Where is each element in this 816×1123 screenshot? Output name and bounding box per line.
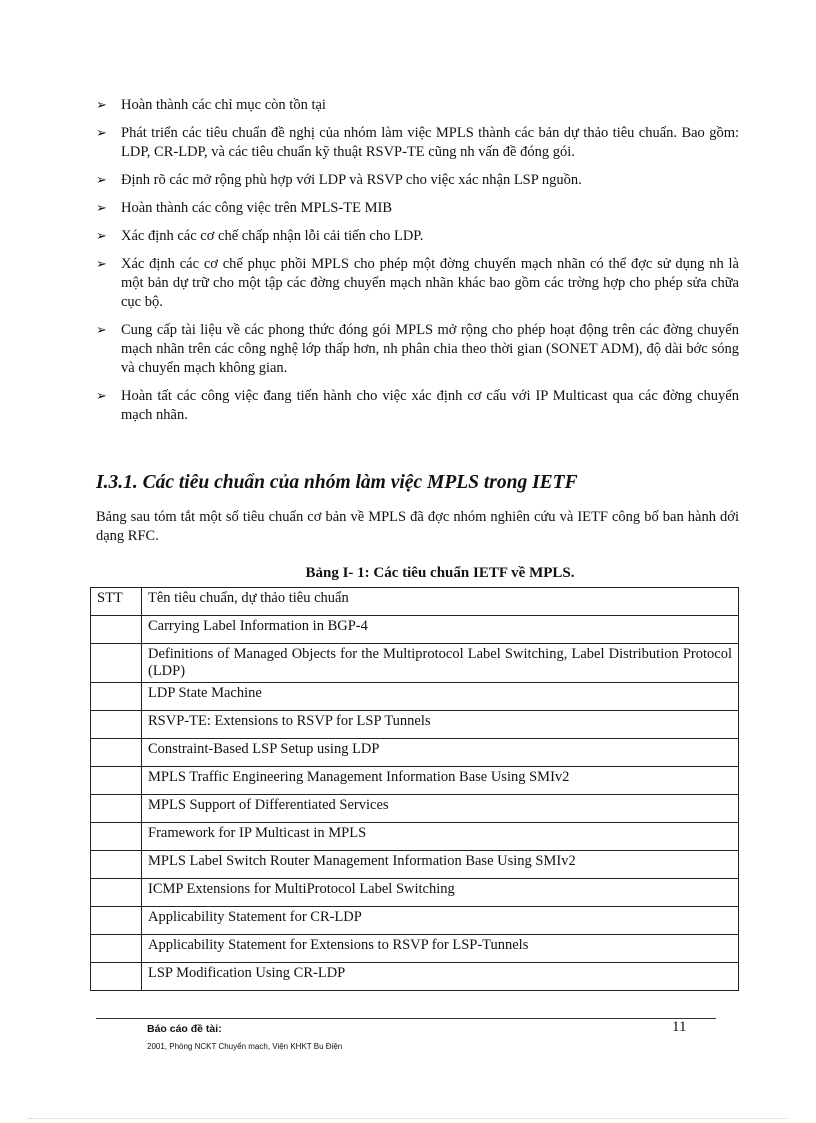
bullet-item [96,171,739,190]
table-row [91,963,739,991]
objectives-bullet-list [96,96,739,434]
bullet-text: Cung cấp tài liệu về các phong thức đóng gói MPLS mở rộng cho phép hoạt động trên các đờng chuyển mạch nhãn trên các công nghệ lớp thấp hơn, nh phân chia theo thời gian (SONET ADM), độ dài bớc sóng và chuyển mạch không gian. [121,322,739,376]
arrow-bullet-icon: ➢ [96,389,107,404]
page-bottom-border [28,1118,788,1119]
row-stt-cell [91,823,142,851]
section-intro-paragraph: Bảng sau tóm tắt một số tiêu chuẩn cơ bản về MPLS đã đợc nhóm nghiên cứu và IETF công bố ban hành dới dạng RFC. [96,509,739,544]
row-name-cell: RSVP-TE: Extensions to RSVP for LSP Tunnels [142,711,739,739]
page-number: 11 [672,1019,687,1035]
row-name-cell: ICMP Extensions for MultiProtocol Label Switching [142,879,739,907]
row-stt-cell [91,795,142,823]
row-name-cell: LDP State Machine [142,683,739,711]
row-name-cell: Applicability Statement for Extensions to RSVP for LSP-Tunnels [142,935,739,963]
bullet-text: Hoàn thành các công việc trên MPLS-TE MIB [121,200,392,216]
row-stt-cell [91,851,142,879]
row-name-cell: Definitions of Managed Objects for the Multiprotocol Label Switching, Label Distribution Protocol (LDP) [142,644,739,683]
arrow-bullet-icon: ➢ [96,98,107,113]
row-stt-cell [91,739,142,767]
bullet-text: Hoàn thành các chỉ mục còn tồn tại [121,97,326,113]
table-row [91,907,739,935]
row-stt-cell [91,711,142,739]
standards-table [90,587,739,991]
table-row [91,879,739,907]
table-row [91,711,739,739]
row-name-cell: Constraint-Based LSP Setup using LDP [142,739,739,767]
bullet-item [96,321,739,378]
table-caption: Bảng I- 1: Các tiêu chuẩn IETF về MPLS. [305,565,575,581]
row-stt-cell [91,963,142,991]
bullet-item [96,387,739,425]
row-stt-cell [91,767,142,795]
bullet-text: Định rõ các mở rộng phù hợp với LDP và RSVP cho việc xác nhận LSP nguồn. [121,172,582,188]
row-name-cell: Applicability Statement for CR-LDP [142,907,739,935]
row-name-cell: MPLS Label Switch Router Management Information Base Using SMIv2 [142,851,739,879]
table-header-row [91,588,739,616]
table-row [91,935,739,963]
bullet-item [96,199,739,218]
arrow-bullet-icon: ➢ [96,257,107,272]
row-name-cell: LSP Modification Using CR-LDP [142,963,739,991]
arrow-bullet-icon: ➢ [96,173,107,188]
bullet-item [96,227,739,246]
row-stt-cell [91,879,142,907]
row-name-cell: MPLS Support of Differentiated Services [142,795,739,823]
table-row [91,683,739,711]
arrow-bullet-icon: ➢ [96,126,107,141]
table-row [91,851,739,879]
row-name-cell: Carrying Label Information in BGP-4 [142,616,739,644]
bullet-item [96,96,739,115]
bullet-text: Xác định các cơ chế phục phồi MPLS cho phép một đờng chuyển mạch nhãn có thể đợc sử dụng nh là một bản dự trữ cho một tập các đờng chuyển mạch nhãn khác bao gồm các trờng hợp cho phép sửa chữa cục bộ. [121,256,739,310]
table-row [91,767,739,795]
header-stt: STT [91,588,142,616]
row-name-cell: Framework for IP Multicast in MPLS [142,823,739,851]
table-row [91,644,739,683]
header-name: Tên tiêu chuẩn, dự thảo tiêu chuẩn [142,588,739,616]
section-heading: I.3.1. Các tiêu chuẩn của nhóm làm việc MPLS trong IETF [96,472,578,493]
arrow-bullet-icon: ➢ [96,323,107,338]
bullet-item [96,255,739,312]
footer-divider [96,1018,716,1019]
row-stt-cell [91,644,142,683]
bullet-text: Hoàn tất các công việc đang tiến hành cho việc xác định cơ cấu với IP Multicast qua các đờng chuyển mạch nhãn. [121,388,739,423]
table-row [91,739,739,767]
bullet-text: Phát triển các tiêu chuẩn đề nghị của nhóm làm việc MPLS thành các bản dự thảo tiêu chuẩn. Bao gồm: LDP, CR-LDP, và các tiêu chuẩn kỹ thuật RSVP-TE cũng nh vấn đề đóng gói. [121,125,739,160]
row-stt-cell [91,616,142,644]
arrow-bullet-icon: ➢ [96,201,107,216]
table-row [91,795,739,823]
arrow-bullet-icon: ➢ [96,229,107,244]
row-stt-cell [91,683,142,711]
table-row [91,823,739,851]
table-row [91,616,739,644]
footer-title: Báo cáo đề tài: [147,1023,222,1035]
row-stt-cell [91,935,142,963]
bullet-text: Xác định các cơ chế chấp nhận lỗi cải tiến cho LDP. [121,228,424,244]
row-stt-cell [91,907,142,935]
footer-subtitle: 2001, Phòng NCKT Chuyển mạch, Viện KHKT Bu Điện [147,1042,343,1051]
row-name-cell: MPLS Traffic Engineering Management Information Base Using SMIv2 [142,767,739,795]
bullet-item [96,124,739,162]
